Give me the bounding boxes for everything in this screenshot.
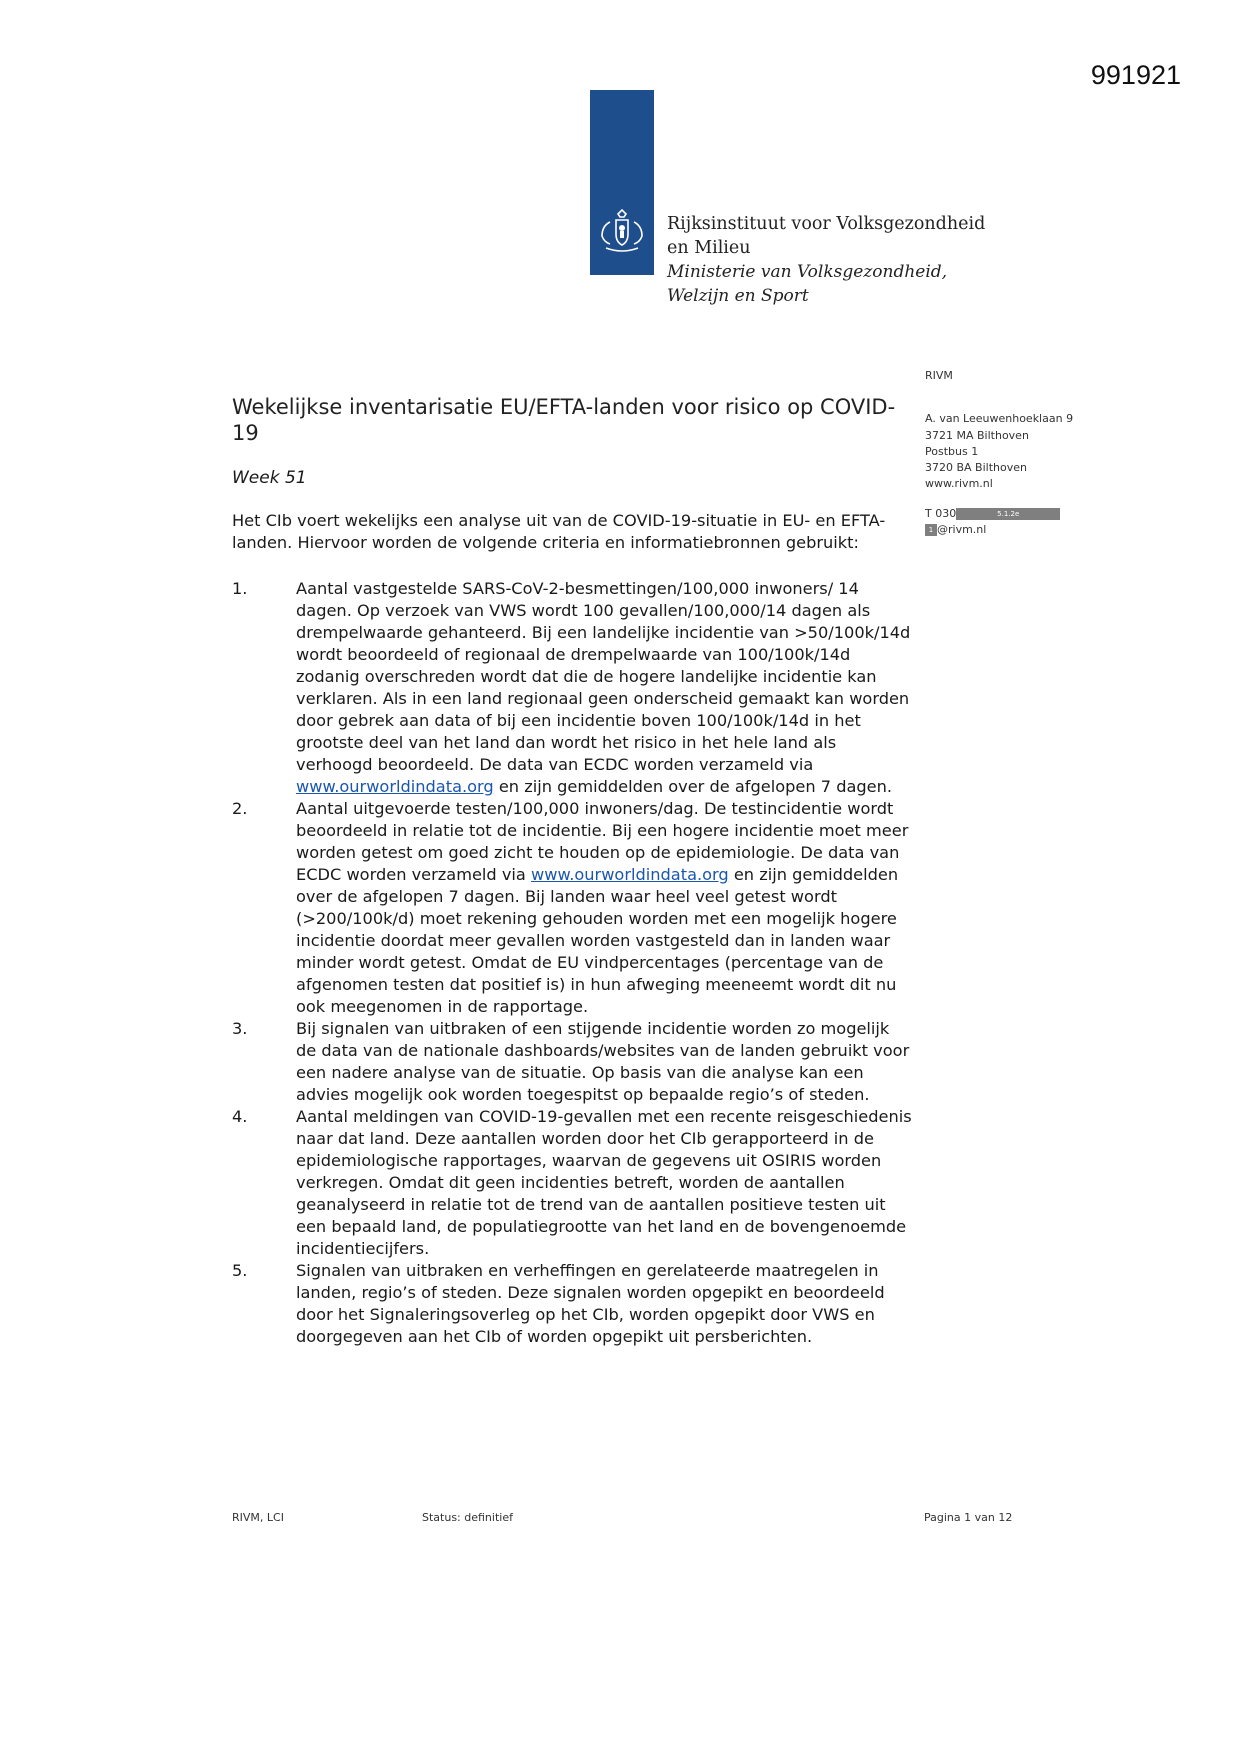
website-link[interactable]: www.rivm.nl <box>925 477 993 491</box>
intro-paragraph: Het CIb voert wekelijks een analyse uit van de COVID-19-situatie in EU- en EFTA-landen. Hiervoor worden de volgende criteria en informatiebronnen gebruikt: <box>232 511 886 552</box>
item-text: Signalen van uitbraken en verheffingen en gerelateerde maatregelen in landen, regio’s of steden. Deze signalen worden opgepikt en beoordeeld door het Signaleringsoverleg op het CIb, worden opgepikt door VWS en doorgegeven aan het CIb of worden opgepikt uit persberichten. <box>296 1261 885 1346</box>
item-number: 1. <box>232 579 248 598</box>
list-item <box>232 1106 912 1260</box>
sender-address-block <box>925 368 1125 538</box>
ministry-line-1: Ministerie van Volksgezondheid, <box>667 262 948 282</box>
redaction-box: 1 <box>925 524 937 536</box>
document-title: Wekelijkse inventarisatie EU/EFTA-landen voor risico op COVID-19 <box>232 395 896 445</box>
sender-heading: RIVM <box>925 369 953 382</box>
address-line: Postbus 1 <box>925 444 979 458</box>
footer-status: Status: definitief <box>422 1511 513 1524</box>
rijksoverheid-logo-bar <box>590 90 654 275</box>
email-line <box>925 522 1125 538</box>
footer-organisation: RIVM, LCI <box>232 1511 284 1524</box>
address-line: 3720 BA Bilthoven <box>925 461 1027 475</box>
item-text: Aantal vastgestelde SARS-CoV-2-besmettingen/100,000 inwoners/ 14 dagen. Op verzoek van VWS wordt 100 gevallen/100,000/14 dagen als drempelwaarde gehanteerd. Bij een landelijke incidentie van >50/100k/14d wordt beoordeeld of regionaal de drempelwaarde van 100/100k/14d zodanig overschreden wordt dat die de hogere landelijke incidentie kan verklaren. Als in een land regionaal geen onderscheid gemaakt kan worden door gebrek aan data of bij een incidentie boven 100/100k/14d in het grootste deel van het land dan wordt het risico in het hele land als verhoogd beoordeeld. De data van ECDC worden verzameld via <box>296 579 911 774</box>
criteria-list <box>232 578 912 1348</box>
list-item <box>232 1018 912 1106</box>
email-suffix: @rivm.nl <box>937 523 987 537</box>
item-number: 5. <box>232 1261 248 1280</box>
org-name-line-1: Rijksinstituut voor Volksgezondheid <box>667 214 986 234</box>
org-name-line-2: en Milieu <box>667 238 751 258</box>
item-number: 2. <box>232 799 248 818</box>
item-number: 3. <box>232 1019 248 1038</box>
address-line: A. van Leeuwenhoeklaan 9 <box>925 412 1074 426</box>
item-text: Aantal uitgevoerde testen/100,000 inwoners/dag. De testincidentie wordt beoordeeld in relatie tot de incidentie. Bij een hogere incidentie moet meer worden getest om goed zicht te houden op de epidemiologie. De data van ECDC worden verzameld via <box>296 799 909 884</box>
organisation-name <box>667 212 985 308</box>
item-text-continued: en zijn gemiddelden over de afgelopen 7 dagen. <box>493 777 893 796</box>
item-number: 4. <box>232 1107 248 1126</box>
item-text: Aantal meldingen van COVID-19-gevallen met een recente reisgeschiedenis naar dat land. Deze aantallen worden door het CIb gerapporteerd in de epidemiologische rapportages, waarvan de gegevens uit OSIRIS worden verkregen. Omdat dit geen incidenties betreft, worden de aantallen geanalyseerd in relatie tot de trend van de aantallen positieve testen uit een bepaald land, de populatiegrootte van het land en de bovengenoemde incidentiecijfers. <box>296 1107 912 1258</box>
item-text-continued: en zijn gemiddelden over de afgelopen 7 dagen. Bij landen waar heel veel getest wordt (>200/100k/d) moet rekening gehouden worden met een mogelijk hogere incidentie doordat meer gevallen worden vastgesteld dan in landen waar minder wordt getest. Omdat de EU vindpercentages (percentage van de afgenomen testen dat positief is) in hun afweging meeneemt wordt dit nu ook meegenomen in de rapportage. <box>296 865 899 1016</box>
ourworldindata-link[interactable]: www.ourworldindata.org <box>296 777 494 796</box>
address-line: 3721 MA Bilthoven <box>925 428 1029 442</box>
footer-page-number: Pagina 1 van 12 <box>924 1511 1013 1524</box>
document-number: 991921 <box>1090 60 1181 90</box>
item-text: Bij signalen van uitbraken of een stijgende incidentie worden zo mogelijk de data van de nationale dashboards/websites van de landen gebruikt voor een nadere analyse van de situatie. Op basis van die analyse kan een advies mogelijk ook worden toegespitst op bepaalde regio’s of steden. <box>296 1019 910 1104</box>
document-body <box>232 394 912 1348</box>
coat-of-arms-icon <box>596 208 648 256</box>
list-item <box>232 1260 912 1348</box>
list-item <box>232 578 912 798</box>
phone-line <box>925 506 1125 522</box>
redaction-box: 5.1.2e <box>956 508 1060 520</box>
week-label: Week 51 <box>232 468 307 488</box>
phone-prefix: T 030 <box>925 506 957 520</box>
ourworldindata-link[interactable]: www.ourworldindata.org <box>531 865 729 884</box>
list-item <box>232 798 912 1018</box>
ministry-line-2: Welzijn en Sport <box>667 286 809 306</box>
